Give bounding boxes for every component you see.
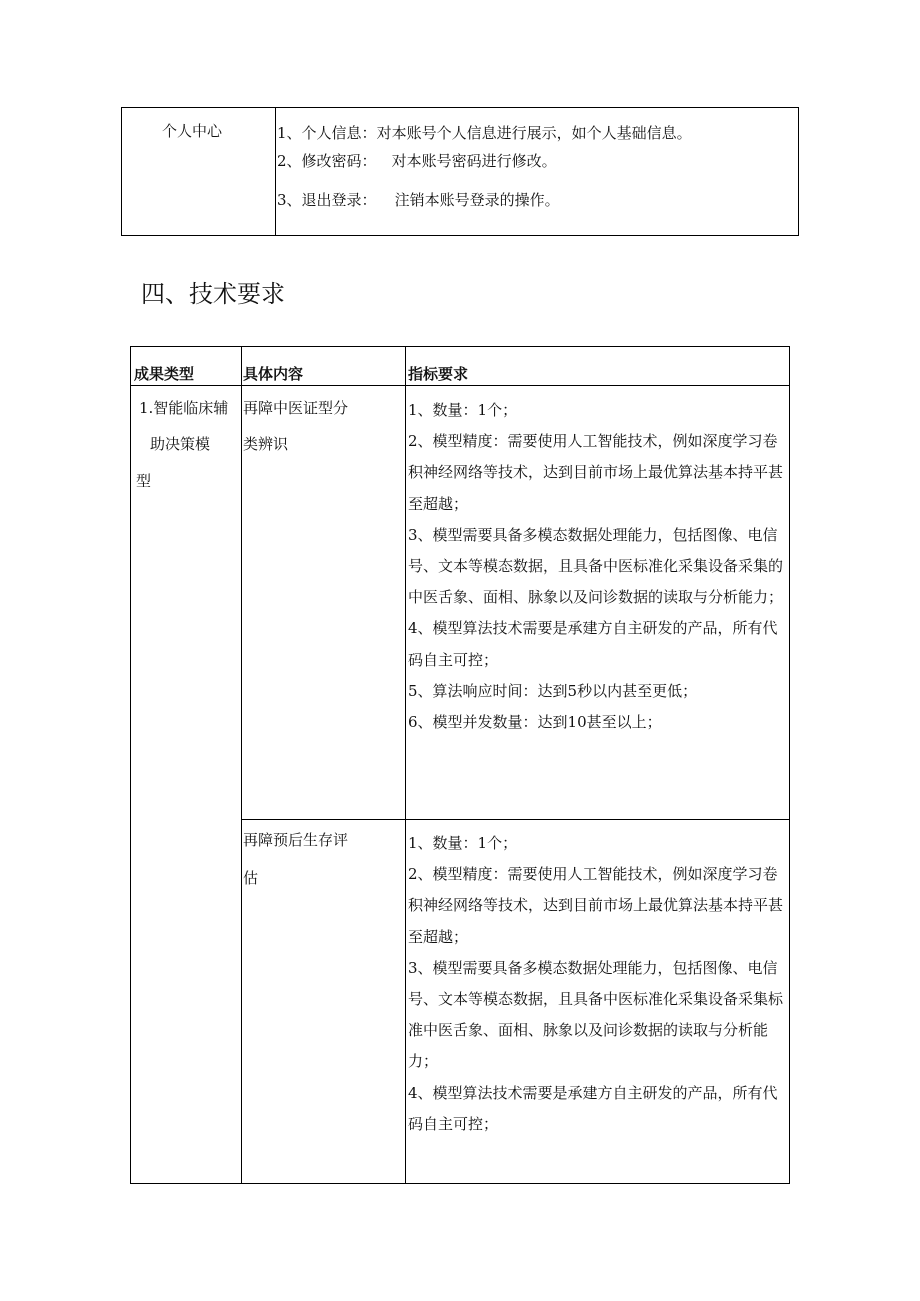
row-divider [241, 819, 789, 820]
column-divider [405, 347, 406, 1183]
result-type-line: 助决策模 [150, 435, 211, 453]
requirement-item: 4、模型算法技术需要是承建方自主研发的产品，所有代码自主可控； [408, 1083, 778, 1133]
content-line: 再障中医证型分 [243, 399, 349, 417]
requirements-cell [408, 828, 788, 1183]
header-divider [131, 385, 789, 386]
requirement-item: 4、模型算法技术需要是承建方自主研发的产品，所有代码自主可控； [408, 619, 778, 669]
column-divider [241, 347, 242, 1183]
header-result-type: 成果类型 [134, 365, 195, 383]
requirement-item: 3、模型需要具备多模态数据处理能力，包括图像、电信号、文本等模态数据，且具备中医标准化采集设备采集标准中医舌象、面相、脉象以及问诊数据的读取与分析能力； [408, 958, 784, 1071]
requirement-item: 2、模型精度：需要使用人工智能技术，例如深度学习卷积神经网络等技术，达到目前市场上最优算法基本持平甚至超越； [408, 432, 784, 513]
requirement-item: 3、模型需要具备多模态数据处理能力，包括图像、电信号、文本等模态数据，且具备中医标准化采集设备采集的中医舌象、面相、脉象以及问诊数据的读取与分析能力； [408, 525, 784, 607]
requirement-item: 2、模型精度：需要使用人工智能技术，例如深度学习卷积神经网络等技术，达到目前市场上最优算法基本持平甚至超越； [408, 865, 784, 946]
feature-item: 2、修改密码： 对本账号密码进行修改。 [277, 152, 557, 170]
header-requirements: 指标要求 [408, 365, 469, 383]
requirement-item: 1、数量：1个； [408, 834, 518, 852]
requirement-item: 6、模型并发数量：达到10甚至以上； [408, 713, 662, 732]
content-line: 估 [243, 869, 259, 887]
feature-item: 1、个人信息：对本账号个人信息进行展示，如个人基础信息。 [277, 124, 692, 142]
column-divider [275, 108, 276, 235]
module-label: 个人中心 [162, 122, 223, 140]
header-content: 具体内容 [243, 365, 304, 383]
section-heading: 四、技术要求 [141, 280, 285, 308]
result-type-line: 1.智能临床辅 [139, 399, 229, 417]
requirement-item: 5、算法响应时间：达到5秒以内甚至更低； [408, 681, 698, 700]
result-type-line: 型 [136, 472, 152, 490]
content-line: 再障预后生存评 [243, 831, 349, 849]
personal-center-table [121, 107, 799, 236]
content-line: 类辨识 [243, 435, 289, 453]
requirement-item: 1、数量：1个； [408, 401, 518, 419]
tech-requirements-table [130, 346, 790, 1184]
feature-item: 3、退出登录： 注销本账号登录的操作。 [277, 191, 560, 209]
requirements-cell [408, 395, 788, 819]
